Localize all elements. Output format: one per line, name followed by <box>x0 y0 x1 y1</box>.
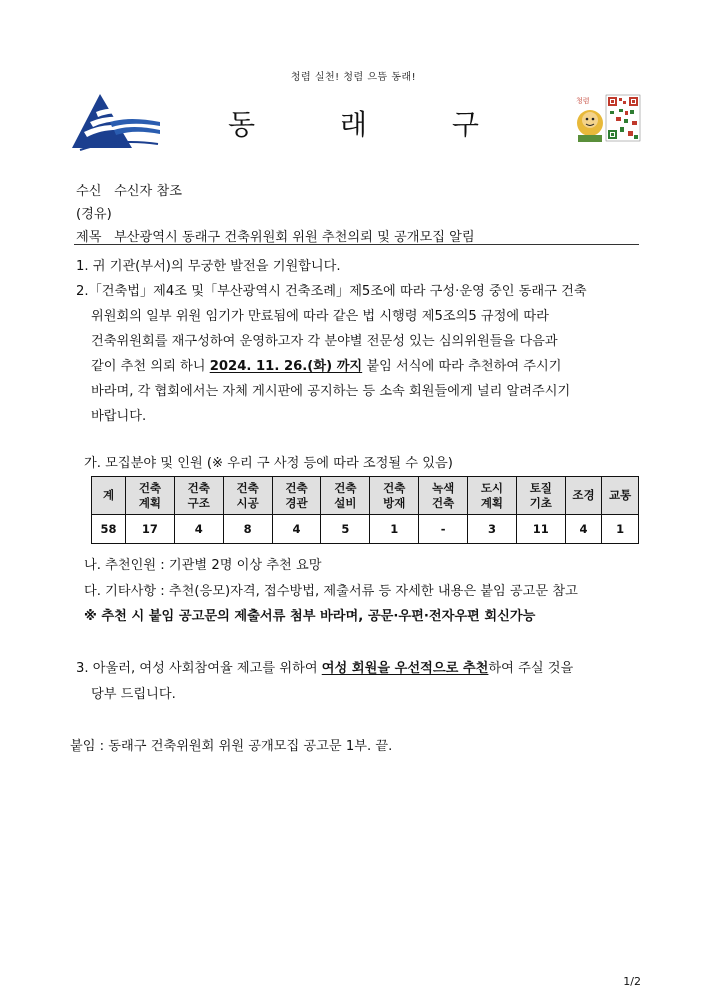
slogan: 청렴 실천! 청렴 으뜸 동래! <box>290 72 417 83</box>
table-row <box>92 515 639 544</box>
table-header-cell: 건축 구조 <box>174 477 223 515</box>
subject-line <box>76 226 475 245</box>
subsection-da: 다. 기타사항 : 추천(응모)자격, 접수방법, 제출서류 등 자세한 내용은 붙임 공고문 참고 <box>84 584 578 599</box>
table-header-cell: 조경 <box>565 477 602 515</box>
deadline-date: 2024. 11. 26.(화) 까지 <box>209 359 363 374</box>
table-cell: - <box>419 515 468 544</box>
page-number: 1/2 <box>623 975 641 988</box>
organization-title: 동 래 구 <box>228 108 517 141</box>
recipient-value: 수신자 참조 <box>114 184 182 199</box>
paragraph-3-line-1 <box>76 657 573 676</box>
table-header-cell: 녹색 건축 <box>419 477 468 515</box>
table-header-cell: 계 <box>92 477 126 515</box>
paragraph-2-line-3: 건축위원회를 재구성하여 운영하고자 각 분야별 전문성 있는 심의위원들을 다음과 <box>91 334 558 349</box>
table-header-cell: 건축 경관 <box>272 477 321 515</box>
attachment-line: 붙임 : 동래구 건축위원회 위원 공개모집 공고문 1부. 끝. <box>70 739 393 754</box>
table-header-cell: 건축 방재 <box>370 477 419 515</box>
table-cell: 4 <box>174 515 223 544</box>
table-cell: 3 <box>468 515 517 544</box>
paragraph-3-lead-text: 3. 아울러, 여성 사회참여율 제고를 위하여 <box>76 661 322 676</box>
subsection-ga: 가. 모집분야 및 인원 (※ 우리 구 사정 등에 따라 조정될 수 있음) <box>84 456 453 471</box>
paragraph-3-trail-text: 하여 주실 것을 <box>488 661 574 676</box>
mascot-qr-emblem <box>572 93 642 145</box>
table-header-cell: 건축 계획 <box>126 477 175 515</box>
submission-note: ※ 추천 시 붙임 공고문의 제출서류 첨부 바라며, 공문·우편·전자우편 회신가능 <box>84 609 536 624</box>
recruitment-table <box>91 476 639 544</box>
subject-divider <box>74 244 639 245</box>
table-header-cell: 교통 <box>602 477 639 515</box>
table-header-cell: 건축 시공 <box>223 477 272 515</box>
via-line: (경유) <box>76 207 112 222</box>
paragraph-2-line-5: 바라며, 각 협회에서는 자체 게시판에 공지하는 등 소속 회원들에게 널리 알려주시기 <box>91 384 571 399</box>
table-cell: 4 <box>565 515 602 544</box>
table-cell: 4 <box>272 515 321 544</box>
table-cell: 8 <box>223 515 272 544</box>
table-cell: 1 <box>370 515 419 544</box>
table-cell: 58 <box>92 515 126 544</box>
paragraph-2-line-6: 바랍니다. <box>91 409 147 424</box>
deadline-trail-text: 붙임 서식에 따라 추천하여 주시기 <box>362 359 562 374</box>
table-cell: 5 <box>321 515 370 544</box>
table-header-cell: 토질 기초 <box>516 477 565 515</box>
table-cell: 1 <box>602 515 639 544</box>
paragraph-3-line-2: 당부 드립니다. <box>91 687 176 702</box>
subsection-na: 나. 추천인원 : 기관별 2명 이상 추천 요망 <box>84 558 322 573</box>
table-cell: 17 <box>126 515 175 544</box>
women-priority-emphasis: 여성 회원을 우선적으로 추천 <box>321 661 489 676</box>
recipient-line <box>76 180 182 199</box>
recipient-label: 수신 <box>76 184 102 199</box>
table-header-cell: 도시 계획 <box>468 477 517 515</box>
table-header-row <box>92 477 639 515</box>
paragraph-2-line-4 <box>91 355 561 374</box>
paragraph-2-line-1: 2.「건축법」제4조 및「부산광역시 건축조례」제5조에 따라 구성·운영 중인 동래구 건축 <box>76 284 587 299</box>
subject-value: 부산광역시 동래구 건축위원회 위원 추천의뢰 및 공개모집 알림 <box>114 230 475 245</box>
deadline-lead-text: 같이 추천 의뢰 하니 <box>91 359 210 374</box>
paragraph-2-line-2: 위원회의 일부 위원 임기가 만료됨에 따라 같은 법 시행령 제5조의5 규정에 따라 <box>91 309 549 324</box>
table-cell: 11 <box>516 515 565 544</box>
subject-label: 제목 <box>76 230 102 245</box>
table-header-cell: 건축 설비 <box>321 477 370 515</box>
paragraph-1: 1. 귀 기관(부서)의 무궁한 발전을 기원합니다. <box>76 259 341 274</box>
svg-text:청렴: 청렴 <box>576 97 590 105</box>
